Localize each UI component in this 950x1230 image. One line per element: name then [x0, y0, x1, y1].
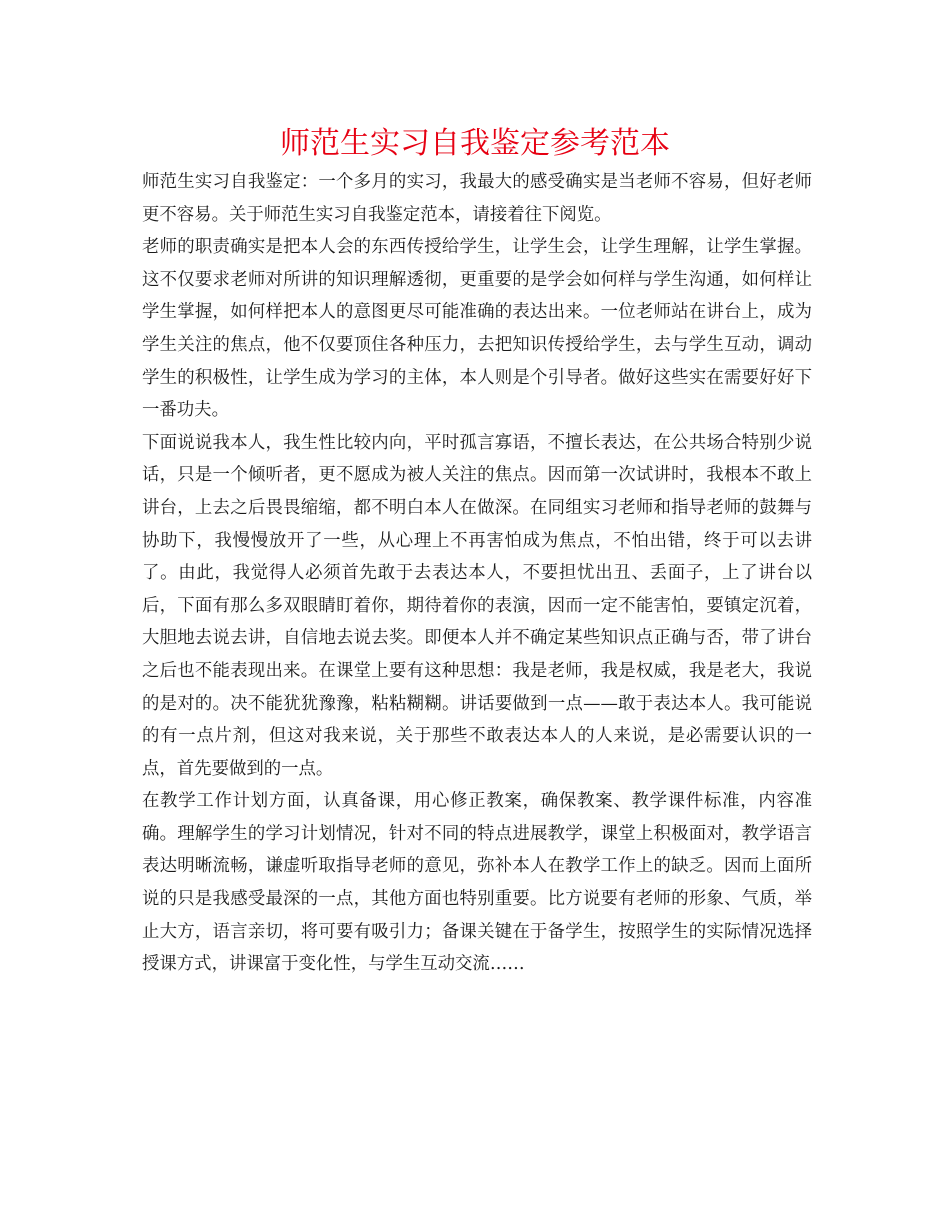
paragraph-teaching-plan: 在教学工作计划方面，认真备课，用心修正教案，确保教案、教学课件标准，内容准确。理解学生的学习计划情况，针对不同的特点进展教学，课堂上积极面对，教学语言表达明晰流畅，谦虚听取指导老师的意见，弥补本人在教学工作上的缺乏。因而上面所说的只是我感受最深的一点，其他方面也特别重要。比方说要有老师的形象、气质，举止大方，语言亲切，将可要有吸引力；备课关键在于备学生，按照学生的实际情况选择授课方式，讲课富于变化性，与学生互动交流……	[142, 791, 812, 975]
paragraph-intro: 师范生实习自我鉴定：一个多月的实习，我最大的感受确实是当老师不容易，但好老师更不容易。关于师范生实习自我鉴定范本，请接着往下阅览。	[142, 172, 812, 225]
paragraph-teacher-duty: 老师的职责确实是把本人会的东西传授给学生，让学生会，让学生理解，让学生掌握。这不仅要求老师对所讲的知识理解透彻，更重要的是学会如何样与学生沟通，如何样让学生掌握，如何样把本人的意图更尽可能准确的表达出来。一位老师站在讲台上，成为学生关注的焦点，他不仅要顶住各种压力，去把知识传授给学生，去与学生互动，调动学生的积极性，让学生成为学习的主体，本人则是个引导者。做好这些实在需要好好下一番功夫。	[142, 237, 812, 421]
document-title: 师范生实习自我鉴定参考范本	[280, 126, 670, 161]
paragraph-self-reflection: 下面说说我本人，我生性比较内向，平时孤言寡语，不擅长表达，在公共场合特别少说话，只是一个倾听者，更不愿成为被人关注的焦点。因而第一次试讲时，我根本不敢上讲台，上去之后畏畏缩缩，都不明白本人在做深。在同组实习老师和指导老师的鼓舞与协助下，我慢慢放开了一些，从心理上不再害怕成为焦点，不怕出错，终于可以去讲了。由此，我觉得人必须首先敢于去表达本人，不要担忧出丑、丢面子，上了讲台以后，下面有那么多双眼睛盯着你，期待着你的表演，因而一定不能害怕，要镇定沉着，大胆地去说去讲，自信地去说去奖。即便本人并不确定某些知识点正确与否，带了讲台之后也不能表现出来。在课堂上要有这种思想：我是老师，我是权威，我是老大，我说的是对的。决不能犹犹豫豫，粘粘糊糊。讲话要做到一点——敢于表达本人。我可能说的有一点片剂，但这对我来说，关于那些不敢表达本人的人来说，是必需要认识的一点，首先要做到的一点。	[142, 432, 812, 779]
document-body	[142, 166, 812, 981]
